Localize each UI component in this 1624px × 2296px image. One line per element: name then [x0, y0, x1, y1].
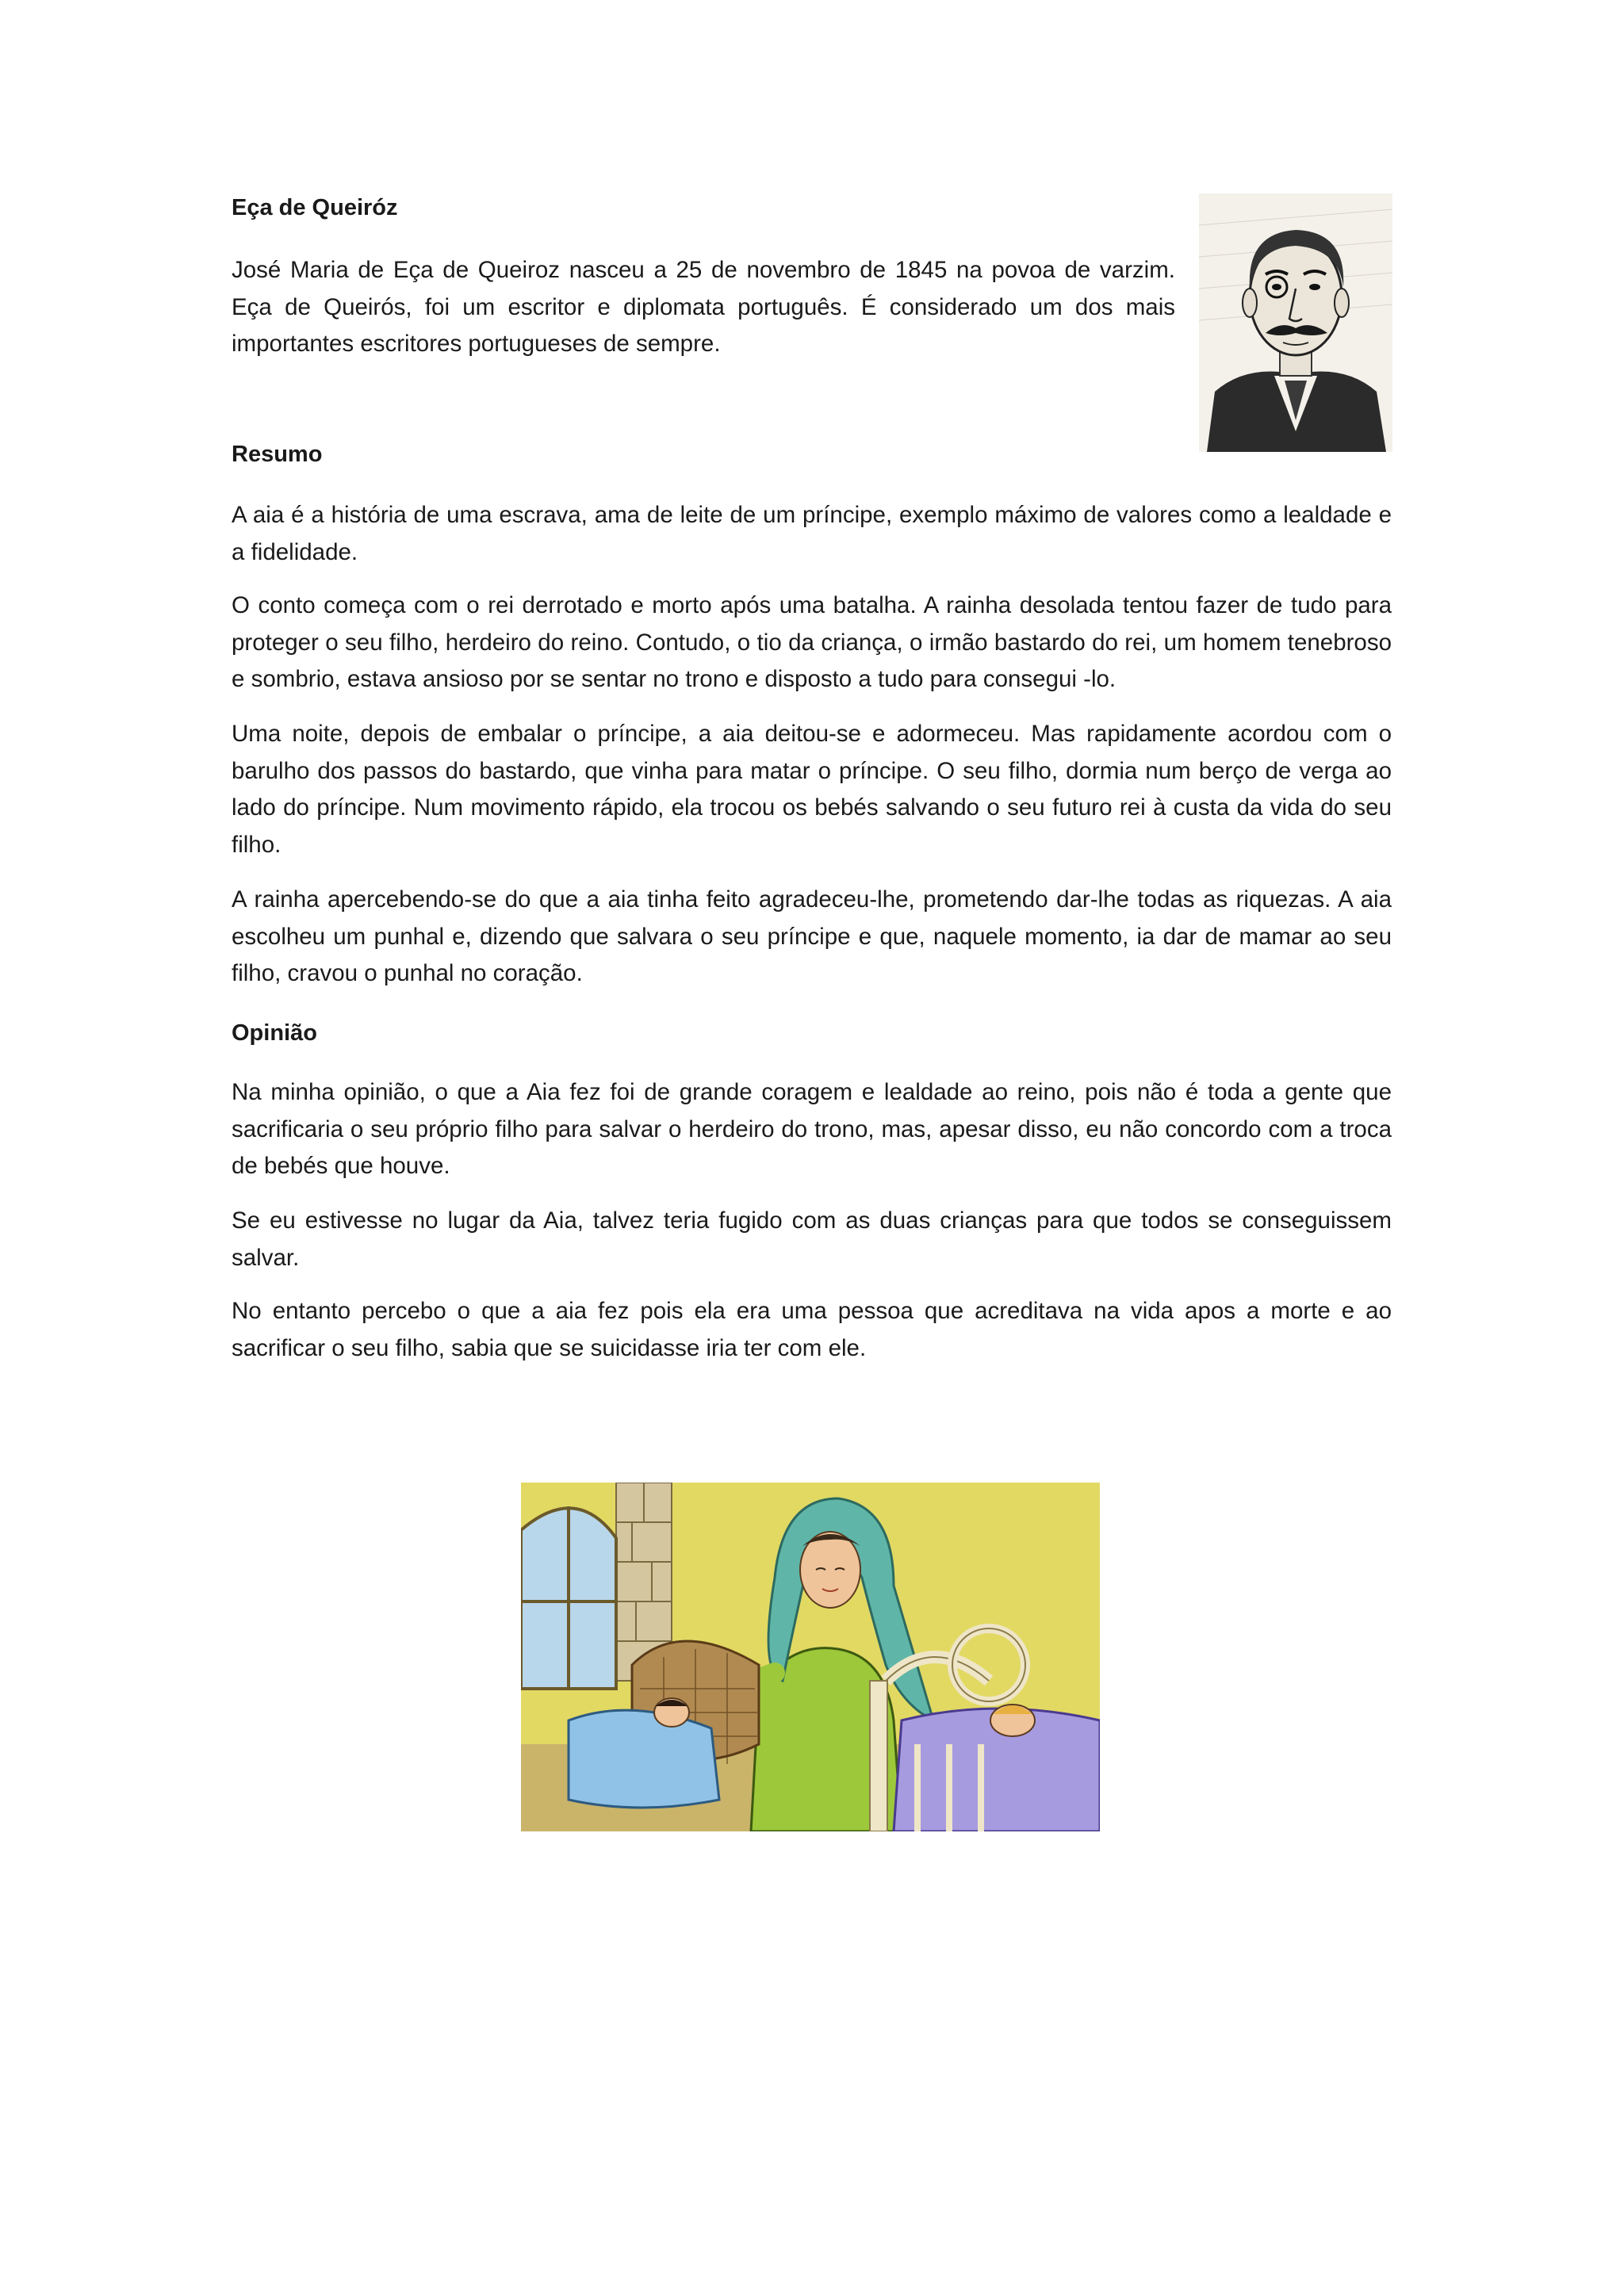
- resumo-heading: Resumo: [232, 442, 323, 467]
- opiniao-paragraph-1: Na minha opinião, o que a Aia fez foi de grande coragem e lealdade ao reino, pois não é toda a gente que sacrificaria o seu próprio filho para salvar o herdeiro do trono, mas, apesar disso, eu não concordo com a troca de bebés que houve.: [232, 1079, 1392, 1179]
- resumo-paragraph-4: A rainha apercebendo-se do que a aia tinha feito agradeceu-lhe, prometendo dar-lhe todas as riquezas. A aia escolheu um punhal e, dizendo que salvara o seu príncipe e que, naquele momento, ia dar de mamar ao seu filho, cravou o punhal no coração.: [232, 886, 1392, 986]
- opiniao-paragraph-2: Se eu estivesse no lugar da Aia, talvez teria fugido com as duas crianças para que todos se conseguissem salvar.: [232, 1207, 1392, 1271]
- bio-paragraph: José Maria de Eça de Queiroz nasceu a 25 de novembro de 1845 na povoa de varzim. Eça de Queirós, foi um escritor e diplomata português. É considerado um dos mais importantes escritores portugueses de sempre.: [232, 257, 1175, 357]
- resumo-paragraph-3: Uma noite, depois de embalar o príncipe, a aia deitou-se e adormeceu. Mas rapidamente acordou com o barulho dos passos do bastardo, que vinha para matar o príncipe. O seu filho, dormia num berço de verga ao lado do príncipe. Num movimento rápido, ela trocou os bebés salvando o seu futuro rei à custa da vida do seu filho.: [232, 721, 1392, 858]
- resumo-paragraph-1: A aia é a história de uma escrava, ama de leite de um príncipe, exemplo máximo de valores como a lealdade e a fidelidade.: [232, 502, 1392, 565]
- resumo-paragraph-2: O conto começa com o rei derrotado e morto após uma batalha. A rainha desolada tentou fazer de tudo para proteger o seu filho, herdeiro do reino. Contudo, o tio da criança, o irmão bastardo do rei, um homem tenebroso e sombrio, estava ansioso por se sentar no trono e disposto a tudo para consegui -lo.: [232, 592, 1392, 692]
- aia-illustration: [521, 1483, 1100, 1831]
- author-portrait: [1199, 193, 1392, 452]
- opiniao-paragraph-3: No entanto percebo o que a aia fez pois ela era uma pessoa que acreditava na vida apos a morte e ao sacrificar o seu filho, sabia que se suicidasse iria ter com ele.: [232, 1298, 1392, 1361]
- page-title: Eça de Queiróz: [232, 195, 398, 220]
- opiniao-heading: Opinião: [232, 1020, 317, 1046]
